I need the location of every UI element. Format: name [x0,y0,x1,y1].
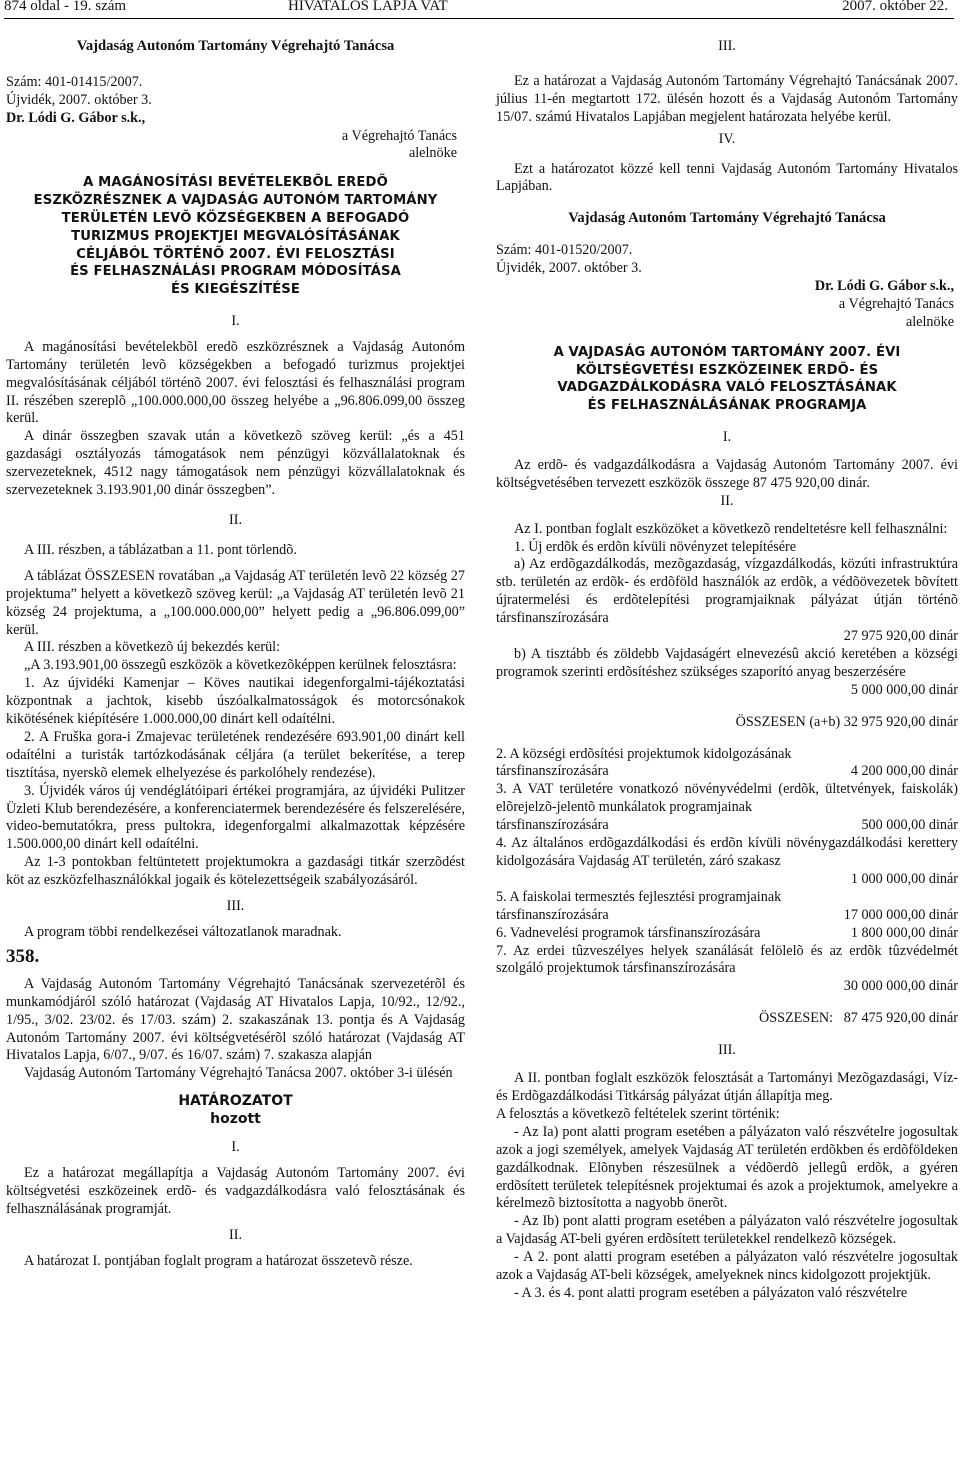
section-heading: III. [718,1042,736,1059]
authority: Vajdaság Autonóm Tartomány Végrehajtó Tanácsa [76,38,395,54]
amount-row [496,925,958,943]
paragraph: 3. Újvidék város új vendéglátóipari értékei programjára, az újvidéki Pulitzer Üzleti Klub berendezésére, a konferenciatermek berendezésére és felszerelésére, video-bemutatókra, press pultokra, idegenforgalmi alkalmazottak képzésére 1.500.000,00 dinárt kell odaítélni. [6,782,465,853]
paragraph: A felosztás a következõ feltételek szerint történik: [496,1105,780,1122]
paragraph: A III. részben, a táblázatban a 11. pont törlendõ. [24,541,297,558]
paragraph: A program többi rendelkezései változatlanok maradnak. [24,924,342,940]
publication-title: HIVATALOS LAPJA VAT [288,0,448,14]
amount-row [496,907,958,925]
paragraph: A táblázat ÖSSZESEN rovatában „a Vajdaság AT területén levõ 22 község 27 projektuma” helyett a következõ szöveg kerül: „a Vajdaság AT területén levõ 21 község 24 projektuma, a „100.000.000,00” helyett pedig a „96.806.099,00” kerül. [6,567,465,638]
paragraph: - A 3. és 4. pont alatti program esetében a pályázaton való részvételre [514,1284,908,1301]
paragraph: A II. pontban foglalt eszközök felosztását a Tartományi Mezõgazdasági, Víz- és Erdõgazdálkodási Titkárság pályázat útján állapítja meg. [496,1070,958,1104]
amount: 4 200 000,00 dinár [850,763,958,780]
amount-row [496,817,958,835]
title-line: VADGAZDÁLKODÁSRA VALÓ FELOSZTÁSÁNAK [557,380,897,396]
paragraph: - A 2. pont alatti program esetében a pályázaton való részvételre jogosultak azok a Vajdaság AT-beli községek, amelyeknek nincs kidolgozott projektjük. [496,1249,958,1284]
paragraph: a) Az erdõgazdálkodás, mezõgazdaság, vízgazdálkodás, közúti infrastruktúra stb. területén az erdõk- és erdõföld használók az erdõk, a védõövezetek bõvített újratermelési és erdõtelepítési programjaiknak pályázat útján történõ társfinanszírozására [496,556,958,627]
paragraph: A dinár összegben szavak után a következõ szöveg kerül: „és a 451 gazdasági osztályozás támogatások nem pénzügyi közvállalatoknak és szervezeteknek, 4512 nagy támogatások nem pénzügyi közvállalatoknak és szervezeteknek 3.193.901,00 dinár összegben”. [6,428,465,499]
page-number: 874 oldal - 19. szám [4,0,127,14]
paragraph: Ez a határozat megállapítja a Vajdaság Autonóm Tartomány 2007. évi költségvetési eszközeinek erdõ- és vadgazdálkodásra való felosztásának és felhasználásának programját. [6,1164,465,1217]
section-heading: II. [229,511,242,528]
title-line: ÉS FELHASZNÁLÁSÁNAK PROGRAMJA [587,398,867,414]
section-heading: I. [231,1139,240,1156]
title-line: A MAGÁNOSÍTÁSI BEVÉTELEKBÕL EREDÕ [83,175,388,191]
paragraph: A határozat I. pontjában foglalt program a határozat összetevõ része. [24,1252,413,1269]
issue-date: 2007. október 22. [842,0,948,14]
program-title [6,174,465,299]
section-heading: III. [226,898,245,915]
signer-role: a Végrehajtó Tanács [341,127,457,144]
paragraph: Ez a határozat a Vajdaság Autonóm Tartomány Végrehajtó Tanácsának 2007. július 11-én megtartott 172. ülésén hozott és a Vajdaság Autonóm Tartomány 15/07. számú Hivatalos Lapjában megjelent határozata helyébe kerül. [496,72,958,125]
paragraph: 2. A Fruška gora-i Zmajevac területének rendezésére 693.901,00 dinárt kell odaítélni a turisták tartózkodásának céljára (a terület bekerítése, a terep tisztítása, nyerskõ elemek elhelyezése és parkolóhely rendezése). [6,728,465,781]
amount-row [496,763,958,781]
subtotal: ÖSSZESEN (a+b) 32 975 920,00 dinár [735,713,958,730]
doc-number: Szám: 401-01520/2007. [496,242,633,259]
paragraph: Ezt a határozatot közzé kell tenni Vajdaság Autonóm Tartomány Hivatalos Lapjában. [496,160,958,195]
title-line: TERÜLETÉN LEVÕ KÖZSÉGEKBEN A BEFOGADÓ [61,210,410,226]
decision-subheading: hozott [210,1111,261,1128]
paragraph: 4. Az általános erdõgazdálkodási és erdõn kívüli növénygazdálkodási kerettery kidolgozására Vajdaság AT területén, záró szakasz [496,835,958,869]
paragraph: A magánosítási bevételekbõl eredõ eszközrésznek a Vajdaság Autonóm Tartomány területén levõ községekben a befogadó turizmus projektjei megvalósításának céljából történõ 2007. évi felosztási és felhasználási program II. részében szereplõ „100.000.000,00 összeg helyébe a „96.806.099,00 összeg kerül. [6,338,465,427]
section-heading: I. [722,428,732,445]
title-line: ESZKÖZRÉSZNEK A VAJDASÁG AUTONÓM TARTOMÁNY [33,193,438,209]
program-title [496,344,958,415]
grand-total: ÖSSZESEN: 87 475 920,00 dinár [758,1010,958,1027]
paragraph: 5. A faiskolai termesztés fejlesztési programjainak [496,888,782,905]
paragraph: 3. A VAT területére vonatkozó növényvédelmi (erdõk, ültetvények, faiskolák) elõrejelzõ-jelentõ munkálatok programjainak [496,781,958,816]
title-line: TURIZMUS PROJEKTJEI MEGVALÓSÍTÁSÁNAK [71,228,400,244]
doc-number: Szám: 401-01415/2007. [6,73,143,90]
amount: 17 000 000,00 dinár [843,906,958,923]
paragraph: - Az Ia) pont alatti program esetében a pályázaton való részvételre jogosultak azok a jogi személyek, amelyek Vajdaság AT területén erdõkben és erdõföldeken gazdálkodnak. Elõnyben részesülnek a védõerdõ jellegû erdõk, a gyéren erdõsített területek telepítésnek projektumai és azok a projektumok, amelyekre a kérelmezõ biztosította a nagyobb önerõt. [496,1123,958,1212]
paragraph: Az I. pontban foglalt eszközöket a következõ rendeltetésre kell felhasználni: [514,520,948,537]
title-line: ÉS KIEGÉSZÍTÉSE [170,282,301,298]
title-line: CÉLJÁBÓL TÖRTÉNÕ 2007. ÉVI FELOSZTÁSI [76,246,395,262]
amount: 27 975 920,00 dinár [843,628,958,645]
signer-role: a Végrehajtó Tanács [838,295,954,312]
amount: 5 000 000,00 dinár [850,681,958,698]
left-column [6,38,465,1271]
paragraph: 1. Új erdõk és erdõn kívüli növényzet telepítésére [514,538,797,555]
signer-name: Dr. Lódi G. Gábor s.k., [814,278,954,295]
place-date: Újvidék, 2007. október 3. [6,91,152,108]
signer-name: Dr. Lódi G. Gábor s.k., [6,109,146,126]
right-column [496,38,958,1303]
paragraph: b) A tisztább és zöldebb Vajdaságért elnevezésû akció keretében a községi programok szerinti erdõsítéshez szükséges szaporító anyag beszerzésére [496,645,958,680]
place-date: Újvidék, 2007. október 3. [496,260,642,277]
amount: 30 000 000,00 dinár [843,978,958,995]
signer-role-2: alelnöke [408,145,457,162]
section-heading: I. [231,312,240,329]
amount-label: társfinanszírozására [496,817,609,834]
title-line: ÉS FELHASZNÁLÁSI PROGRAM MÓDOSÍTÁSA [70,264,401,280]
amount: 1 000 000,00 dinár [850,870,958,887]
paragraph: Vajdaság Autonóm Tartomány Végrehajtó Tanácsa 2007. október 3-i ülésén [24,1065,453,1082]
paragraph: A III. részben a következõ új bekezdés kerül: [24,639,281,656]
amount-label: 6. Vadnevelési programok társfinanszírozására [496,924,761,941]
decision-number: 358. [6,945,40,967]
decision-heading: HATÁROZATOT [178,1093,293,1110]
amount-label: társfinanszírozására [496,906,609,923]
section-heading: III. [718,38,736,54]
section-heading: IV. [718,130,736,147]
paragraph: - Az Ib) pont alatti program esetében a pályázaton való részvételre jogosultak a Vajdaság AT-beli gyéren erdõsített területekkel rendelkezõ községek. [496,1213,958,1248]
title-line: KÖLTSÉGVETÉSI ESZKÖZEINEK ERDÕ- ÉS [575,362,879,378]
paragraph: 1. Az újvidéki Kamenjar – Köves nautikai idegenforgalmi-tájékoztatási központnak a jachtok, kisebb úszóalkalmatosságok és motorcsónakok kikötésének kiépítésére 1.000.000,00 dinárt kell odaítélni. [6,675,465,728]
paragraph: A Vajdaság Autonóm Tartomány Végrehajtó Tanácsának szervezetérõl és munkamódjáról szóló határozat (Vajdaság AT Hivatalos Lapja, 10/92., 12/92., 1/95., 3/02. 23/02. és 17/03. szám) 2. szakaszának 13. pontja és A Vajdaság Autonóm Tartomány 2007. évi költségvetésérõl szóló határozat (Vajdaság AT Hivatalos Lapja, 6/07., 9/07. és 16/07. szám) 7. szakasza alapján [6,975,465,1064]
authority: Vajdaság Autonóm Tartomány Végrehajtó Tanácsa [568,210,886,227]
title-line: A VAJDASÁG AUTONÓM TARTOMÁNY 2007. ÉVI [553,344,901,360]
paragraph: 7. Az erdei tûzveszélyes helyek szanálását felölelõ és az erdõk tûzvédelmét szolgáló projektumok társfinanszírozására [496,942,958,977]
amount: 500 000,00 dinár [861,817,958,834]
section-heading: II. [720,492,734,509]
paragraph: 2. A községi erdõsítési projektumok kidolgozásának [496,745,792,762]
paragraph: „A 3.193.901,00 összegû eszközök a következõképpen kerülnek felosztásra: [24,657,457,674]
page-header [4,0,954,19]
paragraph: Az 1-3 pontokban feltüntetett projektumokra a gazdasági titkár szerzõdést köt az eszközfelhasználókkal jogaik és kötelezettségeik szabályozásáról. [6,854,465,889]
section-heading: II. [229,1226,242,1243]
amount: 1 800 000,00 dinár [850,924,958,941]
paragraph: Az erdõ- és vadgazdálkodásra a Vajdaság Autonóm Tartomány 2007. évi költségvetésében tervezett eszközök összege 87 475 920,00 dinár. [496,456,958,491]
signer-role-2: alelnöke [905,313,954,330]
amount-label: társfinanszírozására [496,763,609,780]
